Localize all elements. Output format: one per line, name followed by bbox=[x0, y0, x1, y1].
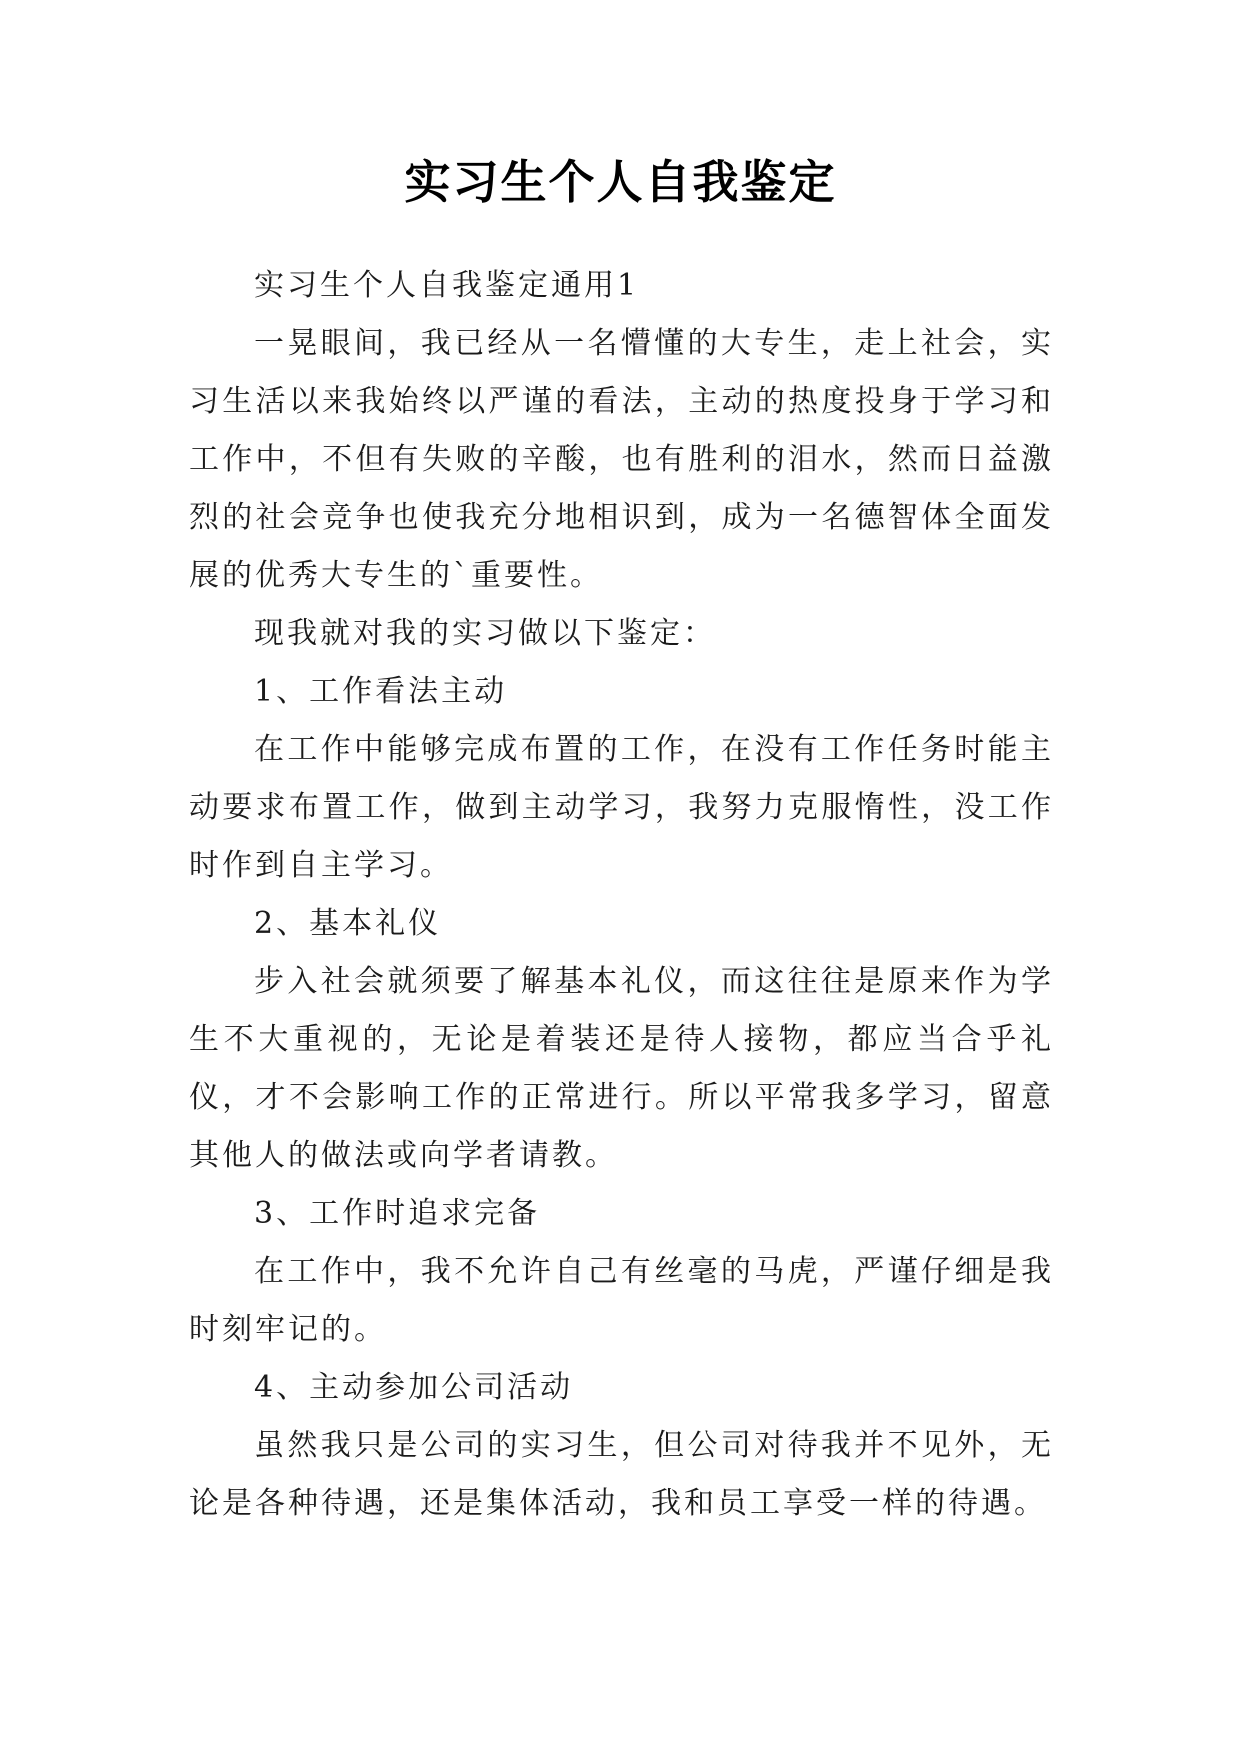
document-body bbox=[189, 257, 1054, 1533]
list-item-heading: 1、工作看法主动 bbox=[254, 674, 508, 709]
paragraph: 虽然我只是公司的实习生，但公司对待我并不见外，无论是各种待遇，还是集体活动，我和员工享受一样的待遇。 bbox=[189, 1428, 1054, 1521]
list-item-heading: 4、主动参加公司活动 bbox=[254, 1370, 574, 1405]
section-heading: 实习生个人自我鉴定通用1 bbox=[254, 268, 640, 303]
document-title: 实习生个人自我鉴定 bbox=[404, 155, 837, 209]
paragraph: 现我就对我的实习做以下鉴定： bbox=[254, 616, 716, 651]
paragraph: 步入社会就须要了解基本礼仪，而这往往是原来作为学生不大重视的，无论是着装还是待人接物，都应当合乎礼仪，才不会影响工作的正常进行。所以平常我多学习，留意其他人的做法或向学者请教。 bbox=[189, 964, 1054, 1173]
paragraph: 一晃眼间，我已经从一名懵懂的大专生，走上社会，实习生活以来我始终以严谨的看法，主动的热度投身于学习和工作中，不但有失败的辛酸，也有胜利的泪水，然而日益激烈的社会竞争也使我充分地相识到，成为一名德智体全面发展的优秀大专生的`重要性。 bbox=[189, 326, 1054, 593]
list-item-heading: 3、工作时追求完备 bbox=[254, 1196, 541, 1231]
paragraph: 在工作中，我不允许自己有丝毫的马虎，严谨仔细是我时刻牢记的。 bbox=[189, 1254, 1054, 1347]
list-item-heading: 2、基本礼仪 bbox=[254, 906, 442, 941]
paragraph: 在工作中能够完成布置的工作，在没有工作任务时能主动要求布置工作，做到主动学习，我努力克服惰性，没工作时作到自主学习。 bbox=[189, 732, 1054, 883]
